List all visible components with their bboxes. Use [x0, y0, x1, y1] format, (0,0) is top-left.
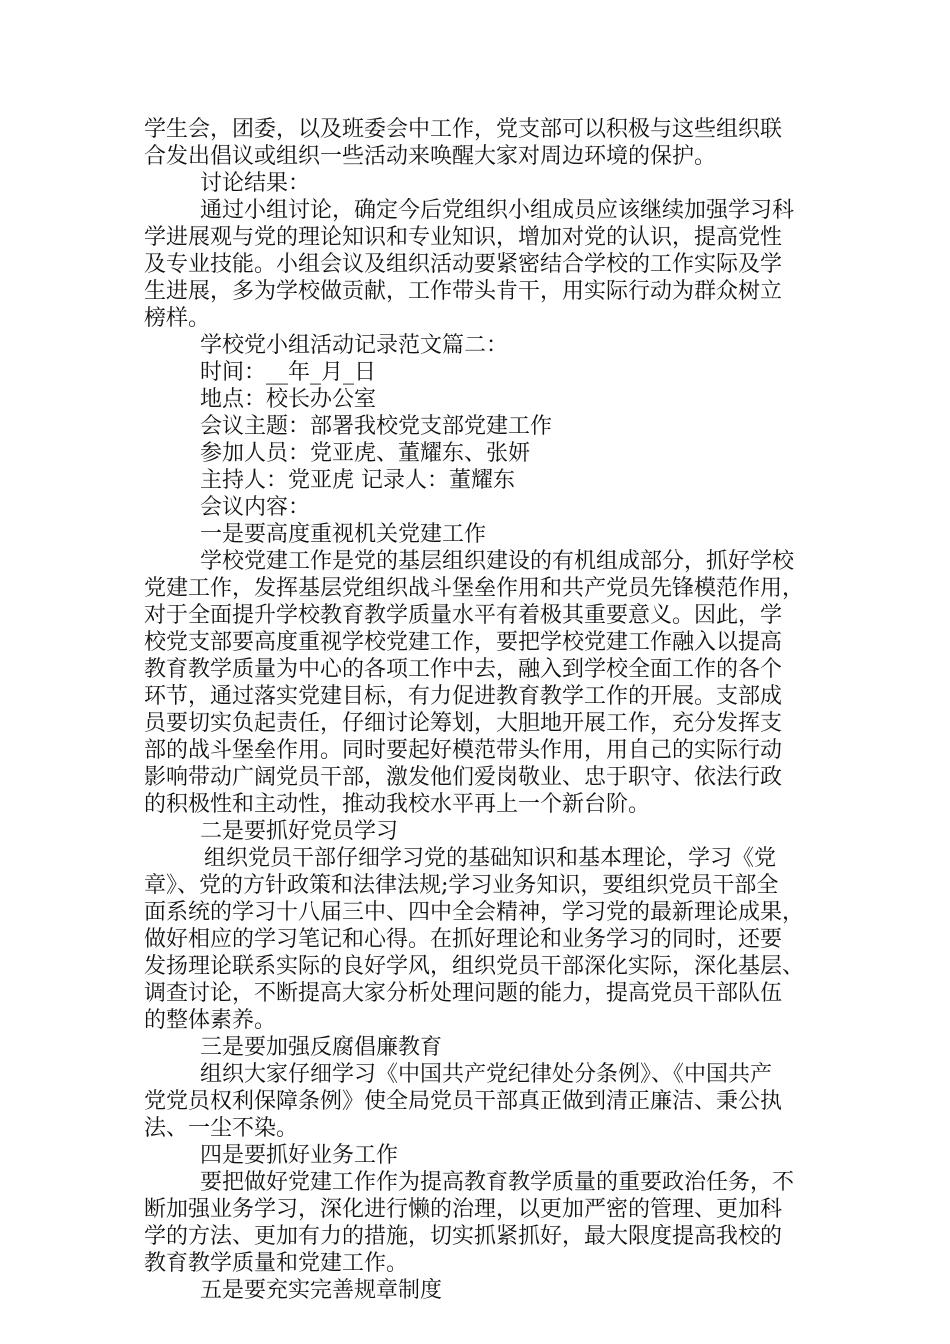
text-line: 章》、党的方针政策和法律法规;学习业务知识，要组织党员干部全 [144, 873, 779, 898]
text-line: 二是要抓好党员学习 [200, 819, 399, 844]
text-line: 对于全面提升学校教育教学质量水平有着极其重要意义。因此，学 [144, 603, 783, 628]
text-line: 要把做好党建工作作为提高教育教学质量的重要政治任务，不 [200, 1170, 795, 1195]
text-line: 学的方法、更加有力的措施，切实抓紧抓好，最大限度提高我校的 [144, 1224, 783, 1249]
text-line: 组织党员干部仔细学习党的基础知识和基本理论，学习《党 [204, 846, 777, 871]
text-line: 通过小组讨论，确定今后党组织小组成员应该继续加强学习科 [200, 198, 795, 223]
text-line: 一是要高度重视机关党建工作 [200, 522, 487, 547]
text-line: 组织大家仔细学习《中国共产党纪律处分条例》、《中国共产 [200, 1062, 773, 1087]
text-line: 环节，通过落实党建目标，有力促进教育教学工作的开展。支部成 [144, 684, 783, 709]
text-line: 教育教学质量为中心的各项工作中去，融入到学校全面工作的各个 [144, 657, 783, 682]
text-line: 榜样。 [144, 306, 211, 331]
text-line: 讨论结果： [200, 171, 311, 196]
text-line: 面系统的学习十八届三中、四中全会精神，学习党的最新理论成果， [144, 900, 805, 925]
text-line: 五是要充实完善规章制度 [200, 1278, 443, 1303]
text-line: 党党员权利保障条例》使全局党员干部真正做到清正廉洁、秉公执 [144, 1089, 783, 1114]
text-line: 学校党建工作是党的基层组织建设的有机组成部分，抓好学校 [200, 549, 795, 574]
text-line: 合发出倡议或组织一些活动来唤醒大家对周边环境的保护。 [144, 144, 717, 169]
text-line: 部的战斗堡垒作用。同时要起好模范带头作用，用自己的实际行动 [144, 738, 783, 763]
text-line: 学进展观与党的理论知识和专业知识，增加对党的认识，提高党性 [144, 225, 783, 250]
text-line: 主持人：党亚虎 记录人：董耀东 [200, 468, 515, 493]
text-line: 及专业技能。小组会议及组织活动要紧密结合学校的工作实际及学 [144, 252, 783, 277]
text-line: 时间：__年_月_日 [200, 360, 377, 385]
text-line: 教育教学质量和党建工作。 [144, 1251, 409, 1276]
text-line: 学校党小组活动记录范文篇二： [200, 333, 509, 358]
text-line: 会议内容： [200, 495, 311, 520]
text-line: 断加强业务学习，深化进行懒的治理，以更加严密的管理、更加科 [144, 1197, 783, 1222]
text-line: 学生会，团委，以及班委会中工作，党支部可以积极与这些组织联 [144, 117, 783, 142]
text-line: 校党支部要高度重视学校党建工作，要把学校党建工作融入以提高 [144, 630, 783, 655]
text-line: 三是要加强反腐倡廉教育 [200, 1035, 443, 1060]
text-line: 发扬理论联系实际的良好学风，组织党员干部深化实际，深化基层、 [144, 954, 805, 979]
text-line: 员要切实负起责任，仔细讨论筹划，大胆地开展工作，充分发挥支 [144, 711, 783, 736]
text-line: 生进展，多为学校做贡献，工作带头肯干，用实际行动为群众树立 [144, 279, 783, 304]
text-line: 地点：校长办公室 [200, 387, 377, 412]
text-line: 法、一尘不染。 [144, 1116, 299, 1141]
text-line: 做好相应的学习笔记和心得。在抓好理论和业务学习的同时，还要 [144, 927, 783, 952]
text-line: 党建工作，发挥基层党组织战斗堡垒作用和共产党员先锋模范作用， [144, 576, 805, 601]
text-line: 的积极性和主动性，推动我校水平再上一个新台阶。 [144, 792, 651, 817]
text-line: 四是要抓好业务工作 [200, 1143, 399, 1168]
text-line: 影响带动广阔党员干部，激发他们爱岗敬业、忠于职守、依法行政 [144, 765, 783, 790]
text-line: 调查讨论，不断提高大家分析处理问题的能力，提高党员干部队伍 [144, 981, 783, 1006]
text-line: 的整体素养。 [144, 1008, 277, 1033]
text-line: 会议主题：部署我校党支部党建工作 [200, 414, 553, 439]
text-line: 参加人员：党亚虎、董耀东、张妍 [200, 441, 531, 466]
document-body [144, 116, 816, 1304]
